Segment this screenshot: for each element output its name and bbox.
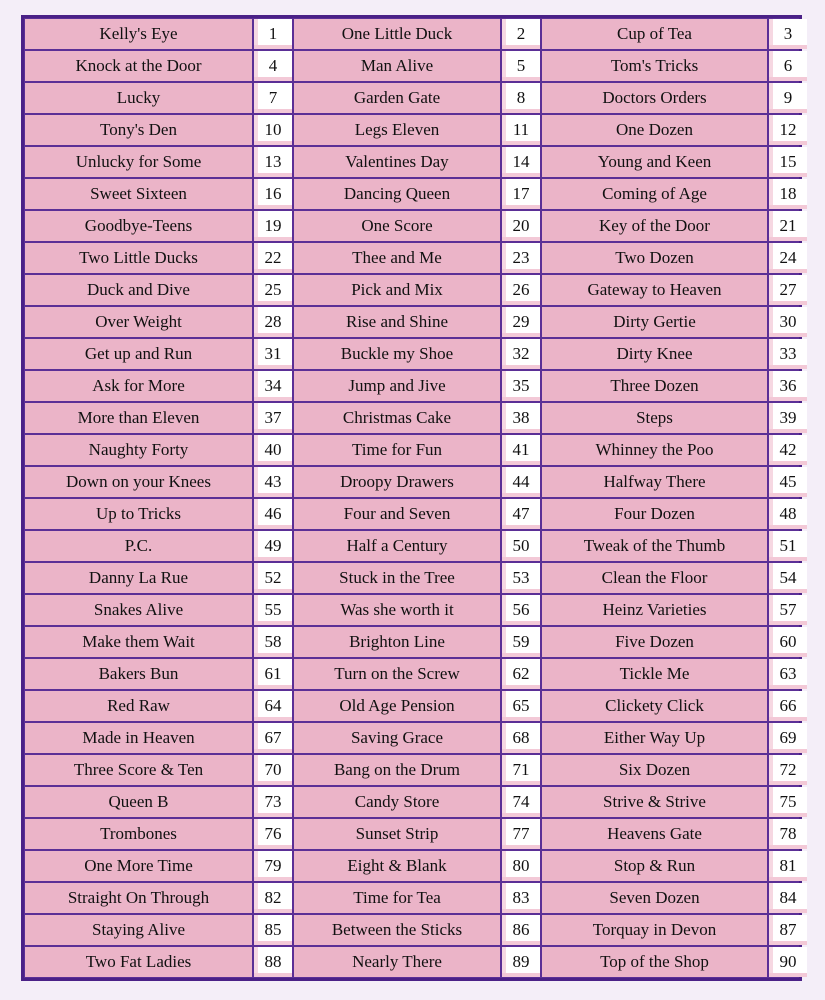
call-number-cell: 37: [254, 403, 292, 433]
call-number-cell: 52: [254, 563, 292, 593]
call-number-cell: 53: [502, 563, 540, 593]
call-name-cell: Legs Eleven: [294, 115, 500, 145]
call-name-cell: Jump and Jive: [294, 371, 500, 401]
call-name-cell: Nearly There: [294, 947, 500, 977]
call-name-cell: Doctors Orders: [542, 83, 767, 113]
call-name-cell: Garden Gate: [294, 83, 500, 113]
call-number-cell: 4: [254, 51, 292, 81]
call-name-cell: Valentines Day: [294, 147, 500, 177]
call-number-cell: 69: [769, 723, 807, 753]
call-name-cell: Four and Seven: [294, 499, 500, 529]
call-number-cell: 89: [502, 947, 540, 977]
call-name-cell: Staying Alive: [25, 915, 252, 945]
call-name-cell: One More Time: [25, 851, 252, 881]
call-name-cell: Knock at the Door: [25, 51, 252, 81]
call-number-cell: 20: [502, 211, 540, 241]
call-number-cell: 14: [502, 147, 540, 177]
call-number-cell: 10: [254, 115, 292, 145]
call-number-cell: 42: [769, 435, 807, 465]
call-number-cell: 7: [254, 83, 292, 113]
call-number-cell: 78: [769, 819, 807, 849]
call-number-cell: 19: [254, 211, 292, 241]
call-name-cell: Duck and Dive: [25, 275, 252, 305]
call-number-cell: 6: [769, 51, 807, 81]
call-number-cell: 49: [254, 531, 292, 561]
call-name-cell: Snakes Alive: [25, 595, 252, 625]
call-number-cell: 90: [769, 947, 807, 977]
call-name-cell: Two Fat Ladies: [25, 947, 252, 977]
call-name-cell: Stop & Run: [542, 851, 767, 881]
call-number-cell: 82: [254, 883, 292, 913]
call-number-cell: 76: [254, 819, 292, 849]
call-name-cell: Two Little Ducks: [25, 243, 252, 273]
call-number-cell: 70: [254, 755, 292, 785]
call-number-cell: 27: [769, 275, 807, 305]
call-number-cell: 3: [769, 19, 807, 49]
call-name-cell: Over Weight: [25, 307, 252, 337]
call-number-cell: 75: [769, 787, 807, 817]
call-number-cell: 26: [502, 275, 540, 305]
call-name-cell: Young and Keen: [542, 147, 767, 177]
call-number-cell: 30: [769, 307, 807, 337]
call-name-cell: Turn on the Screw: [294, 659, 500, 689]
call-name-cell: Made in Heaven: [25, 723, 252, 753]
call-number-cell: 11: [502, 115, 540, 145]
call-name-cell: Three Dozen: [542, 371, 767, 401]
call-name-cell: One Dozen: [542, 115, 767, 145]
call-name-cell: Two Dozen: [542, 243, 767, 273]
call-name-cell: Eight & Blank: [294, 851, 500, 881]
call-name-cell: Dirty Gertie: [542, 307, 767, 337]
call-number-cell: 81: [769, 851, 807, 881]
call-number-cell: 22: [254, 243, 292, 273]
call-name-cell: Thee and Me: [294, 243, 500, 273]
call-number-cell: 48: [769, 499, 807, 529]
call-number-cell: 64: [254, 691, 292, 721]
call-number-cell: 45: [769, 467, 807, 497]
call-name-cell: Key of the Door: [542, 211, 767, 241]
call-number-cell: 23: [502, 243, 540, 273]
call-name-cell: P.C.: [25, 531, 252, 561]
call-name-cell: Kelly's Eye: [25, 19, 252, 49]
call-number-cell: 5: [502, 51, 540, 81]
call-name-cell: Bang on the Drum: [294, 755, 500, 785]
call-name-cell: Danny La Rue: [25, 563, 252, 593]
call-name-cell: Ask for More: [25, 371, 252, 401]
call-number-cell: 31: [254, 339, 292, 369]
call-name-cell: Time for Tea: [294, 883, 500, 913]
call-number-cell: 34: [254, 371, 292, 401]
call-number-cell: 54: [769, 563, 807, 593]
call-number-cell: 79: [254, 851, 292, 881]
call-name-cell: Heinz Varieties: [542, 595, 767, 625]
call-name-cell: Cup of Tea: [542, 19, 767, 49]
call-number-cell: 28: [254, 307, 292, 337]
call-name-cell: Buckle my Shoe: [294, 339, 500, 369]
call-number-cell: 68: [502, 723, 540, 753]
call-name-cell: One Little Duck: [294, 19, 500, 49]
call-name-cell: Candy Store: [294, 787, 500, 817]
call-name-cell: Man Alive: [294, 51, 500, 81]
call-number-cell: 58: [254, 627, 292, 657]
call-name-cell: One Score: [294, 211, 500, 241]
call-number-cell: 18: [769, 179, 807, 209]
call-name-cell: Steps: [542, 403, 767, 433]
call-name-cell: Make them Wait: [25, 627, 252, 657]
call-name-cell: More than Eleven: [25, 403, 252, 433]
call-number-cell: 2: [502, 19, 540, 49]
call-number-cell: 36: [769, 371, 807, 401]
call-number-cell: 39: [769, 403, 807, 433]
call-number-cell: 59: [502, 627, 540, 657]
call-number-cell: 38: [502, 403, 540, 433]
call-name-cell: Sweet Sixteen: [25, 179, 252, 209]
call-name-cell: Tickle Me: [542, 659, 767, 689]
call-name-cell: Down on your Knees: [25, 467, 252, 497]
call-name-cell: Tony's Den: [25, 115, 252, 145]
call-number-cell: 77: [502, 819, 540, 849]
call-number-cell: 88: [254, 947, 292, 977]
call-name-cell: Whinney the Poo: [542, 435, 767, 465]
call-number-cell: 8: [502, 83, 540, 113]
call-name-cell: Queen B: [25, 787, 252, 817]
call-number-cell: 12: [769, 115, 807, 145]
call-number-cell: 66: [769, 691, 807, 721]
call-name-cell: Straight On Through: [25, 883, 252, 913]
call-number-cell: 43: [254, 467, 292, 497]
call-number-cell: 40: [254, 435, 292, 465]
call-number-cell: 71: [502, 755, 540, 785]
call-number-cell: 84: [769, 883, 807, 913]
call-name-cell: Clickety Click: [542, 691, 767, 721]
call-number-cell: 24: [769, 243, 807, 273]
call-number-cell: 51: [769, 531, 807, 561]
call-name-cell: Droopy Drawers: [294, 467, 500, 497]
call-name-cell: Strive & Strive: [542, 787, 767, 817]
call-name-cell: Christmas Cake: [294, 403, 500, 433]
call-number-cell: 87: [769, 915, 807, 945]
call-number-cell: 50: [502, 531, 540, 561]
call-name-cell: Gateway to Heaven: [542, 275, 767, 305]
call-name-cell: Five Dozen: [542, 627, 767, 657]
call-number-cell: 85: [254, 915, 292, 945]
call-name-cell: Unlucky for Some: [25, 147, 252, 177]
call-number-cell: 65: [502, 691, 540, 721]
call-name-cell: Naughty Forty: [25, 435, 252, 465]
call-number-cell: 1: [254, 19, 292, 49]
call-number-cell: 44: [502, 467, 540, 497]
call-name-cell: Either Way Up: [542, 723, 767, 753]
call-name-cell: Lucky: [25, 83, 252, 113]
call-number-cell: 62: [502, 659, 540, 689]
call-name-cell: Torquay in Devon: [542, 915, 767, 945]
call-name-cell: Three Score & Ten: [25, 755, 252, 785]
call-number-cell: 63: [769, 659, 807, 689]
call-number-cell: 72: [769, 755, 807, 785]
call-name-cell: Top of the Shop: [542, 947, 767, 977]
call-name-cell: Tweak of the Thumb: [542, 531, 767, 561]
call-name-cell: Saving Grace: [294, 723, 500, 753]
call-number-cell: 60: [769, 627, 807, 657]
call-number-cell: 73: [254, 787, 292, 817]
call-name-cell: Clean the Floor: [542, 563, 767, 593]
call-name-cell: Red Raw: [25, 691, 252, 721]
call-name-cell: Brighton Line: [294, 627, 500, 657]
call-name-cell: Was she worth it: [294, 595, 500, 625]
call-name-cell: Between the Sticks: [294, 915, 500, 945]
call-name-cell: Seven Dozen: [542, 883, 767, 913]
call-number-cell: 9: [769, 83, 807, 113]
call-number-cell: 13: [254, 147, 292, 177]
call-name-cell: Pick and Mix: [294, 275, 500, 305]
call-number-cell: 86: [502, 915, 540, 945]
call-number-cell: 17: [502, 179, 540, 209]
call-number-cell: 57: [769, 595, 807, 625]
call-number-cell: 41: [502, 435, 540, 465]
call-number-cell: 74: [502, 787, 540, 817]
call-number-cell: 56: [502, 595, 540, 625]
call-name-cell: Old Age Pension: [294, 691, 500, 721]
call-number-cell: 80: [502, 851, 540, 881]
call-name-cell: Bakers Bun: [25, 659, 252, 689]
call-number-cell: 61: [254, 659, 292, 689]
call-name-cell: Goodbye-Teens: [25, 211, 252, 241]
bingo-calls-table: [21, 15, 802, 981]
call-number-cell: 25: [254, 275, 292, 305]
call-name-cell: Stuck in the Tree: [294, 563, 500, 593]
call-number-cell: 46: [254, 499, 292, 529]
call-name-cell: Time for Fun: [294, 435, 500, 465]
call-name-cell: Dirty Knee: [542, 339, 767, 369]
call-name-cell: Six Dozen: [542, 755, 767, 785]
call-name-cell: Heavens Gate: [542, 819, 767, 849]
call-name-cell: Rise and Shine: [294, 307, 500, 337]
call-name-cell: Dancing Queen: [294, 179, 500, 209]
call-number-cell: 32: [502, 339, 540, 369]
call-name-cell: Coming of Age: [542, 179, 767, 209]
call-name-cell: Tom's Tricks: [542, 51, 767, 81]
call-number-cell: 33: [769, 339, 807, 369]
call-name-cell: Halfway There: [542, 467, 767, 497]
call-number-cell: 55: [254, 595, 292, 625]
call-name-cell: Trombones: [25, 819, 252, 849]
call-name-cell: Sunset Strip: [294, 819, 500, 849]
call-name-cell: Four Dozen: [542, 499, 767, 529]
call-number-cell: 35: [502, 371, 540, 401]
call-name-cell: Get up and Run: [25, 339, 252, 369]
call-number-cell: 83: [502, 883, 540, 913]
call-name-cell: Half a Century: [294, 531, 500, 561]
call-number-cell: 15: [769, 147, 807, 177]
call-number-cell: 21: [769, 211, 807, 241]
call-number-cell: 67: [254, 723, 292, 753]
call-number-cell: 29: [502, 307, 540, 337]
call-number-cell: 47: [502, 499, 540, 529]
call-name-cell: Up to Tricks: [25, 499, 252, 529]
call-number-cell: 16: [254, 179, 292, 209]
